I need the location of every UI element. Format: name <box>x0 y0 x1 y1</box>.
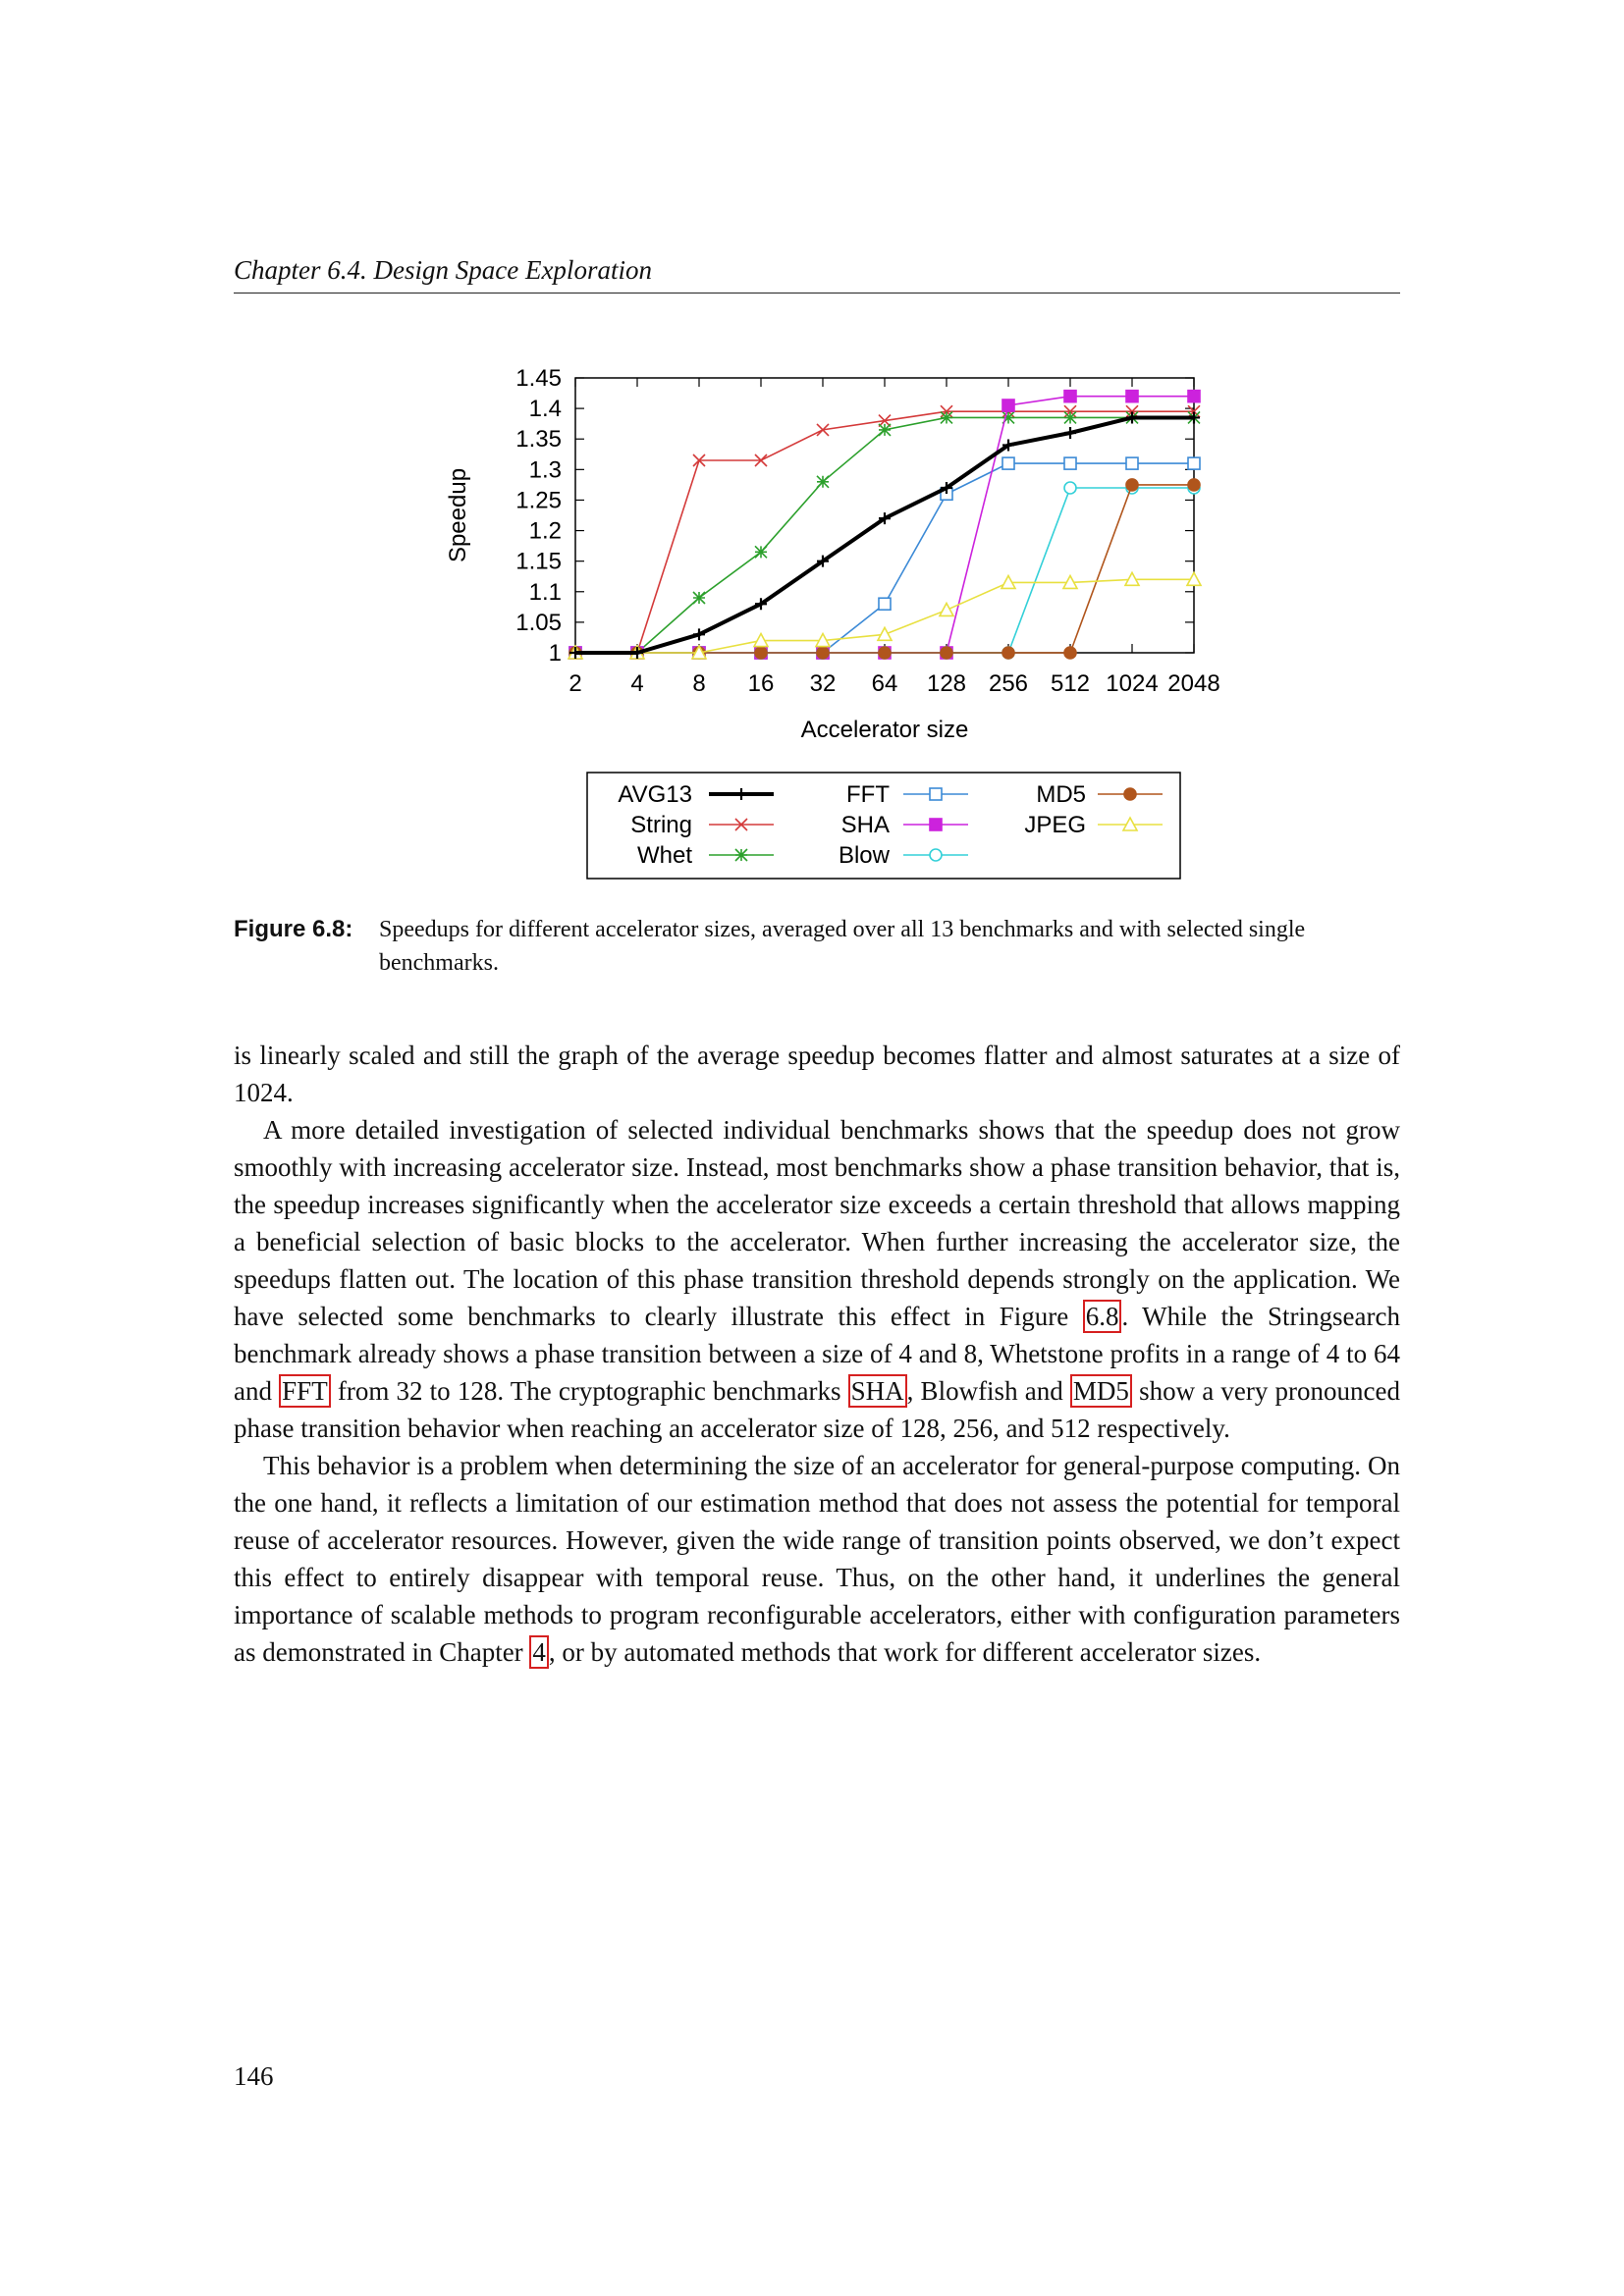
x-tick-label: 16 <box>747 670 775 697</box>
series-line-string <box>575 411 1194 653</box>
speedup-chart <box>0 0 1624 883</box>
legend-label-blow: Blow <box>838 842 890 869</box>
x-tick-label: 2 <box>568 670 582 697</box>
body-text <box>234 1037 1400 1671</box>
data-point-jpeg <box>878 627 892 640</box>
y-tick-label: 1.1 <box>528 578 562 606</box>
paragraph-2-text-a: A more detailed investigation of selected individual benchmarks shows that the speedup does not grow smoothly with increasing accelerator size. Instead, most benchmarks show a phase transition behavior, that is, the speedup increases significantly when the accelerator size exceeds a certain threshold that allows mapping a beneficial selection of basic blocks to the accelerator. When further increasing the accelerator size, the speedups flatten out. The location of this phase transition threshold depends strongly on the application. We have selected some benchmarks to clearly illustrate this effect in Figure <box>234 1115 1400 1331</box>
legend-marker-md5 <box>1124 788 1136 800</box>
data-point-md5 <box>1064 647 1076 659</box>
data-point-whet <box>1064 411 1076 423</box>
x-tick-label: 128 <box>926 670 967 697</box>
legend-label-string: String <box>630 812 692 838</box>
data-point-whet <box>755 546 767 558</box>
chapter-ref-link[interactable]: 4 <box>529 1635 549 1669</box>
legend-label-jpeg: JPEG <box>1024 812 1086 838</box>
x-tick-label: 64 <box>871 670 898 697</box>
paragraph-3 <box>234 1447 1400 1671</box>
x-tick-label: 256 <box>988 670 1029 697</box>
paragraph-2-text-d: , Blowfish and <box>906 1376 1070 1406</box>
fft-ref-link[interactable]: FFT <box>279 1374 331 1408</box>
legend-marker-whet <box>735 849 747 861</box>
series-whet <box>569 411 1200 659</box>
data-point-fft <box>879 598 891 610</box>
chart-legend <box>587 773 1180 879</box>
y-tick-label: 1.2 <box>528 517 562 545</box>
data-point-md5 <box>879 647 891 659</box>
data-point-md5 <box>755 647 767 659</box>
series-string <box>569 405 1200 659</box>
caption-text: Speedups for different accelerator sizes, averaged over all 13 benchmarks and with selected single benchmarks. <box>379 917 1306 976</box>
data-point-fft <box>1002 457 1014 469</box>
data-point-md5 <box>941 647 952 659</box>
x-tick-label: 1024 <box>1106 670 1159 697</box>
x-tick-label: 2048 <box>1167 670 1220 697</box>
figure-ref-link[interactable]: 6.8 <box>1083 1300 1122 1333</box>
paragraph-3-text-b: , or by automated methods that work for different accelerator sizes. <box>548 1637 1262 1667</box>
legend-marker-fft <box>930 788 942 800</box>
paragraph-3-text-a: This behavior is a problem when determining the size of an accelerator for general-purpose computing. On the one hand, it reflects a limitation of our estimation method that does not assess the potential for temporal reuse of accelerator resources. However, given the wide range of transition points observed, we don’t expect this effect to entirely disappear with temporal reuse. Thus, on the other hand, it underlines the general importance of scalable methods to program reconfigurable accelerators, either with configuration parameters as demonstrated in Chapter <box>234 1451 1400 1667</box>
header-title: Chapter 6.4. Design Space Exploration <box>234 255 652 285</box>
paragraph-2 <box>234 1111 1400 1447</box>
data-point-whet <box>879 424 891 436</box>
legend-label-avg13: AVG13 <box>618 781 692 808</box>
legend-label-sha: SHA <box>840 812 890 838</box>
data-point-avg13 <box>1064 427 1076 439</box>
series-line-whet <box>575 417 1194 653</box>
legend-marker-sha <box>930 819 942 830</box>
y-tick-label: 1.35 <box>515 426 562 454</box>
x-tick-label: 32 <box>809 670 837 697</box>
x-tick-label: 4 <box>630 670 644 697</box>
y-tick-label: 1.4 <box>528 396 562 423</box>
data-point-jpeg <box>940 603 953 615</box>
y-tick-label: 1 <box>548 640 562 667</box>
series-avg13 <box>569 411 1200 659</box>
x-axis-label: Accelerator size <box>800 717 969 743</box>
data-point-sha <box>1064 391 1076 402</box>
x-tick-label: 512 <box>1050 670 1091 697</box>
y-tick-label: 1.15 <box>515 548 562 575</box>
data-point-whet <box>941 411 952 423</box>
y-tick-label: 1.3 <box>528 456 562 484</box>
data-point-whet <box>817 476 829 488</box>
data-point-md5 <box>1126 479 1138 491</box>
y-tick-label: 1.05 <box>515 609 562 636</box>
page-number: 146 <box>234 2061 274 2091</box>
sha-ref-link[interactable]: SHA <box>848 1374 907 1408</box>
data-point-fft <box>1126 457 1138 469</box>
data-point-fft <box>1064 457 1076 469</box>
paragraph-1: is linearly scaled and still the graph of the average speedup becomes flatter and almost saturates at a size of 1024. <box>234 1041 1400 1107</box>
data-point-sha <box>1002 400 1014 411</box>
data-point-md5 <box>1188 479 1200 491</box>
md5-ref-link[interactable]: MD5 <box>1070 1374 1132 1408</box>
paragraph-2-text-c: from 32 to 128. The cryptographic benchmarks <box>330 1376 848 1406</box>
series-line-avg13 <box>575 417 1194 653</box>
data-point-whet <box>693 592 705 604</box>
data-point-blow <box>1064 482 1076 494</box>
y-tick-label: 1.45 <box>515 365 562 392</box>
caption-label: Figure 6.8: <box>234 916 353 942</box>
data-point-fft <box>1188 457 1200 469</box>
paragraph-2-text-e: show a very pronounced phase transition behavior when reaching an accelerator size of 128, 256, and 512 respectively. <box>234 1376 1400 1443</box>
legend-label-fft: FFT <box>846 781 890 808</box>
paragraph-2-text-b: . While the Stringsearch benchmark already shows a phase transition between a size of 4 and 8, Whetstone profits in a range of 4 to 64 and <box>234 1302 1400 1406</box>
legend-marker-blow <box>930 849 942 861</box>
y-axis-label: Speedup <box>445 467 471 563</box>
x-tick-label: 8 <box>692 670 706 697</box>
y-tick-label: 1.25 <box>515 487 562 514</box>
data-point-md5 <box>1002 647 1014 659</box>
legend-label-whet: Whet <box>636 842 692 869</box>
data-point-sha <box>1188 391 1200 402</box>
data-point-sha <box>1126 391 1138 402</box>
data-point-md5 <box>817 647 829 659</box>
legend-label-md5: MD5 <box>1036 781 1086 808</box>
